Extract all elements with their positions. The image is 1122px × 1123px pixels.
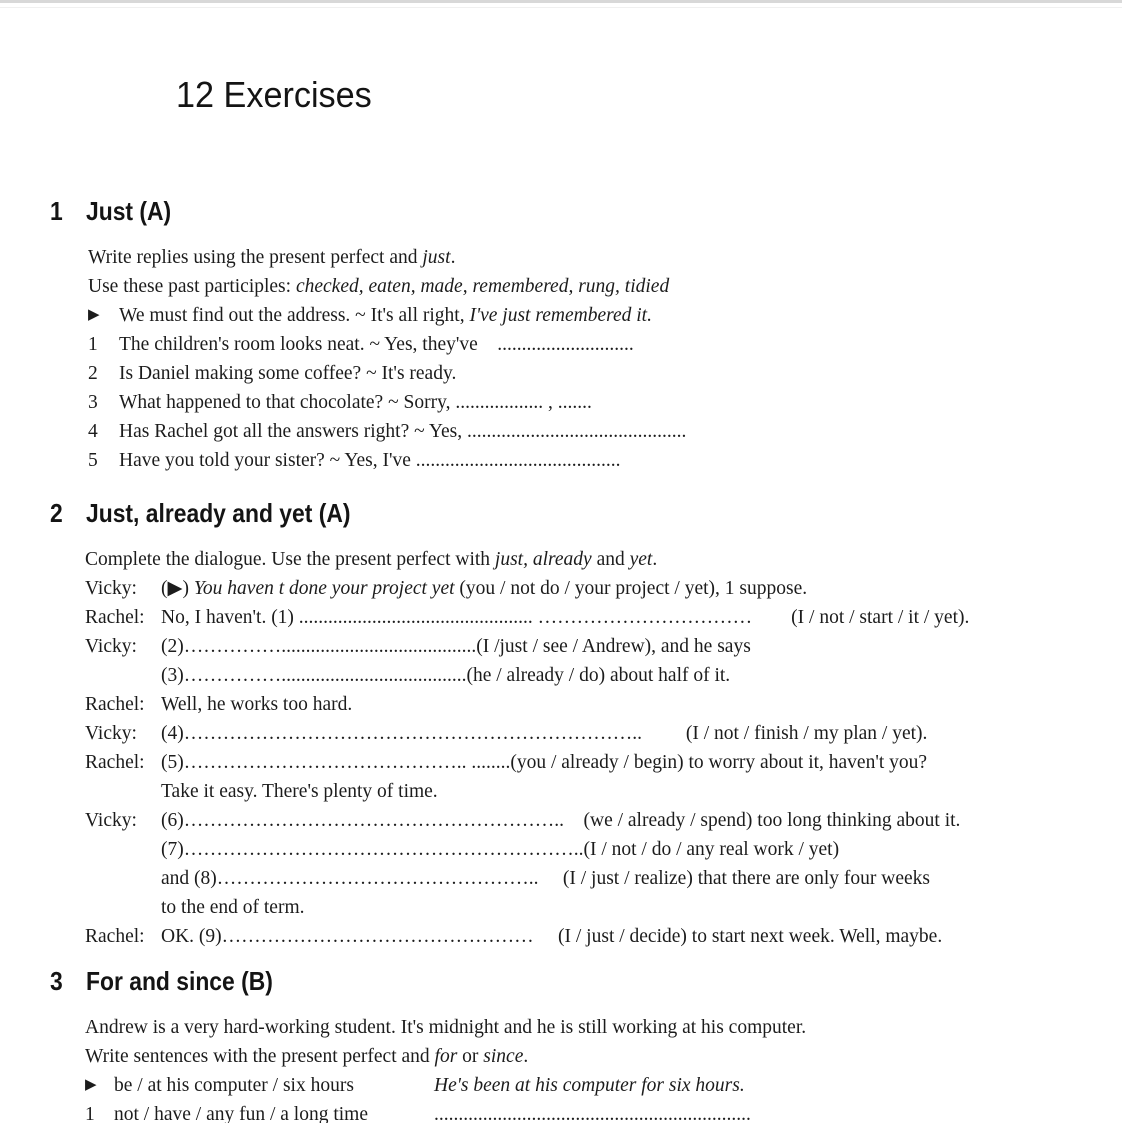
section-just-already-yet [0, 498, 1122, 951]
seg: Andrew is a very hard-working student. It's midnight and he is still working at his computer. [85, 1017, 807, 1038]
seg: What happened to that chocolate? ~ Sorry, .................. , ....... [119, 392, 592, 413]
seg: and [591, 549, 630, 570]
seg: Well, he works too hard. [161, 694, 353, 715]
seg: Write replies using the present perfect and [88, 247, 423, 268]
intro-line [88, 272, 1122, 301]
intro-line [85, 545, 1122, 574]
seg: . [450, 247, 456, 268]
section-number: 1 [50, 196, 63, 226]
section-title: Just (A) [86, 196, 172, 226]
seg-italic: just, already [494, 549, 592, 570]
speaker-label [85, 835, 161, 864]
section-body [0, 1013, 1122, 1123]
seg: (you / not do / your project / yet), 1 suppose. [454, 578, 808, 599]
seg: Is Daniel making some coffee? ~ It's ready. [119, 363, 457, 384]
example-arrow-icon: ▶ [85, 1077, 97, 1093]
seg: . [652, 549, 658, 570]
seg: OK. (9)………………………………………… (I / just / decide) to start next week. Well, maybe. [161, 926, 943, 947]
example-arrow-icon: ▶ [88, 307, 100, 323]
section-heading [0, 966, 1122, 996]
section-heading [0, 196, 1122, 226]
seg: and (8)………………………………………….. (I / just / realize) that there are only four weeks [161, 868, 930, 889]
item-text [119, 301, 1122, 330]
exercise-item [88, 359, 1122, 388]
dialogue-row [85, 777, 1122, 806]
speaker-label: Rachel: [85, 926, 145, 947]
section-title: For and since (B) [86, 966, 273, 996]
speaker-label: Rachel: [85, 607, 145, 628]
section-just [0, 196, 1122, 475]
speaker-label [85, 864, 161, 893]
speaker-label [85, 661, 161, 690]
seg-italic: yet [629, 549, 653, 570]
seg-italic: just [422, 247, 451, 268]
seg: (5)…………………………………….. ........(you / already / begin) to worry about it, haven't you? [161, 752, 928, 773]
dialogue-row [85, 603, 1122, 632]
seg: (6)………………………………………………….. (we / already / spend) too long thinking about it. [161, 810, 961, 831]
seg: Have you told your sister? ~ Yes, I've .......................................... [119, 450, 621, 471]
intro-line [85, 1013, 1122, 1042]
speaker-label: Vicky: [85, 810, 137, 831]
seg: Take it easy. There's plenty of time. [161, 781, 438, 802]
item-number: 3 [88, 392, 98, 413]
item-number: 1 [88, 334, 98, 355]
speaker-label [85, 777, 161, 806]
item-number: 4 [88, 421, 98, 442]
section-number: 2 [50, 498, 63, 528]
answer-blank: ................................................................. [434, 1104, 751, 1123]
answer-text [434, 1071, 1122, 1100]
item-number: 1 [85, 1104, 95, 1123]
dialogue-row [85, 719, 1122, 748]
seg-italic: for [434, 1046, 458, 1067]
seg-italic: You haven t done your project yet [193, 578, 455, 599]
dialogue-row [85, 690, 1122, 719]
dialogue-text [161, 777, 1122, 806]
dialogue-text [161, 661, 1122, 690]
item-number: 2 [88, 363, 98, 384]
section-for-and-since [0, 966, 1122, 1123]
section-title: Just, already and yet (A) [86, 498, 351, 528]
section-body [0, 243, 1122, 475]
dialogue-row [85, 806, 1122, 835]
dialogue-text [161, 893, 1122, 922]
prompt-text: be / at his computer / six hours [114, 1075, 354, 1096]
prompt-text: not / have / any fun / a long time [114, 1104, 368, 1123]
exercise-item [85, 1100, 1122, 1123]
dialogue-text [161, 574, 1122, 603]
item-text [119, 417, 1122, 446]
dialogue-text [161, 864, 1122, 893]
seg: (7)……………………………………………………..(I / not / do / any real work / yet) [161, 839, 840, 860]
dialogue-text [161, 603, 1122, 632]
seg-italic: checked, eaten, made, remembered, rung, tidied [295, 276, 670, 297]
dialogue-text [161, 719, 1122, 748]
scan-edge-line-faint [0, 7, 1122, 8]
exercise-item [88, 330, 1122, 359]
section-body [0, 545, 1122, 951]
dialogue-text [161, 690, 1122, 719]
seg: . [523, 1046, 529, 1067]
dialogue-row [85, 632, 1122, 661]
speaker-label: Rachel: [85, 752, 145, 773]
seg-italic: He's been at his computer for six hours. [434, 1075, 745, 1096]
seg-italic: since [483, 1046, 524, 1067]
dialogue-row [85, 864, 1122, 893]
speaker-label: Vicky: [85, 723, 137, 744]
item-text [119, 446, 1122, 475]
item-text [119, 359, 1122, 388]
section-heading [0, 498, 1122, 528]
seg: (▶) [161, 578, 194, 599]
dialogue-row [85, 748, 1122, 777]
speaker-label [85, 893, 161, 922]
seg: Use these past participles: [88, 276, 296, 297]
item-text [119, 330, 1122, 359]
exercise-item [88, 417, 1122, 446]
dialogue-text [161, 632, 1122, 661]
dialogue-row [85, 893, 1122, 922]
item-text [119, 388, 1122, 417]
scan-edge-line [0, 0, 1122, 3]
dialogue-text [161, 835, 1122, 864]
exercise-item [88, 388, 1122, 417]
seg: or [457, 1046, 484, 1067]
seg: The children's room looks neat. ~ Yes, they've ............................ [119, 334, 634, 355]
seg: No, I haven't. (1) ................................................ …………………………… (I / not / start / it / yet). [161, 607, 970, 628]
seg: Has Rachel got all the answers right? ~ Yes, ............................................. [119, 421, 687, 442]
dialogue-row [85, 835, 1122, 864]
seg: Write sentences with the present perfect and [85, 1046, 435, 1067]
speaker-label: Vicky: [85, 578, 137, 599]
speaker-label: Vicky: [85, 636, 137, 657]
dialogue-row [85, 922, 1122, 951]
item-number: 5 [88, 450, 98, 471]
dialogue-row [85, 574, 1122, 603]
example-item [88, 301, 1122, 330]
seg: Complete the dialogue. Use the present perfect with [85, 549, 495, 570]
seg: (2)……………........................................(I /just / see / Andrew), and he says [161, 636, 751, 657]
example-item [85, 1071, 1122, 1100]
intro-line [88, 243, 1122, 272]
page-title: 12 Exercises [176, 74, 372, 115]
seg: (3)……………......................................(he / already / do) about half of it. [161, 665, 731, 686]
exercise-item [88, 446, 1122, 475]
intro-line [85, 1042, 1122, 1071]
speaker-label: Rachel: [85, 694, 145, 715]
section-number: 3 [50, 966, 63, 996]
dialogue-text [161, 806, 1122, 835]
seg-italic: I've just remembered it. [469, 305, 652, 326]
dialogue-row [85, 661, 1122, 690]
seg: (4)…………………………………………………………….. (I / not / finish / my plan / yet). [161, 723, 928, 744]
dialogue-text [161, 748, 1122, 777]
dialogue-text [161, 922, 1122, 951]
seg: to the end of term. [161, 897, 305, 918]
seg: We must find out the address. ~ It's all right, [119, 305, 470, 326]
